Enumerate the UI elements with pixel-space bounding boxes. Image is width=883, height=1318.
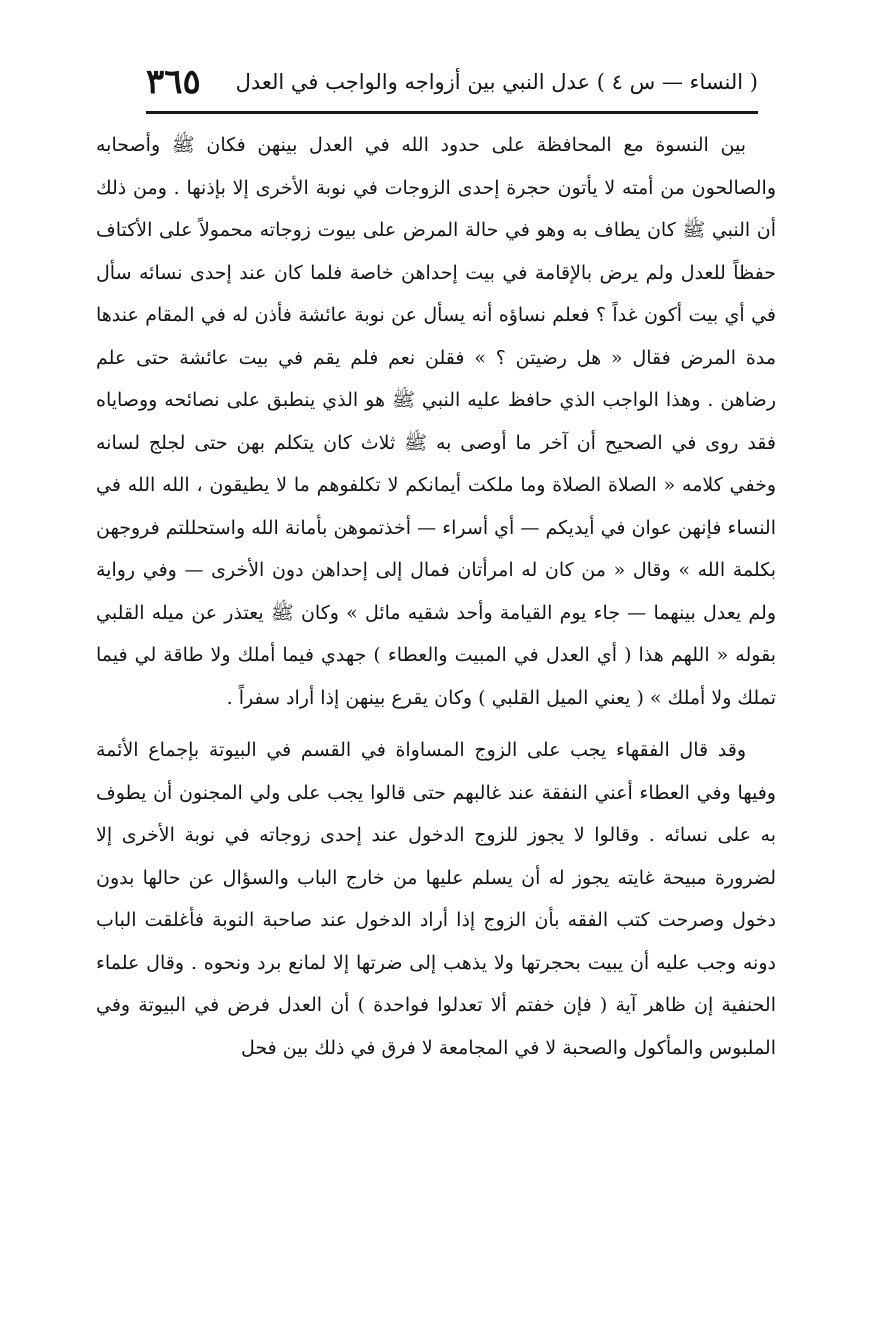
paragraph: وقد قال الفقهاء يجب على الزوج المساواة في القسم في البيوتة بإجماع الأئمة وفيها وفي العطاء أعني النفقة عند غالبهم حتى قالوا يجب على ولي المجنون أن يطوف به على نسائه . وقالوا لا يجوز للزوج الدخول عند إحدى زوجاته في نوبة الأخرى إلا لضرورة مبيحة غايته يجوز له أن يسلم عليها من خارج الباب والسؤال عن حالها بدون دخول وصرحت كتب الفقه بأن الزوج إذا أراد الدخول عند صاحبة النوبة فأغلقت الباب دونه وجب عليه أن يبيت بحجرتها ولا يذهب إلى ضرتها إلا لمانع برد ونحوه . وقال علماء الحنفية إن ظاهر آية ( فإن خفتم ألا تعدلوا فواحدة ) أن العدل فرض في البيوتة وفي الملبوس والمأكول والصحبة لا في المجامعة لا فرق في ذلك بين فحل	[96, 739, 776, 1059]
running-header	[146, 58, 758, 106]
paragraph: بين النسوة مع المحافظة على حدود الله في العدل بينهن فكان ﷺ وأصحابه والصالحون من أمته لا يأتون حجرة إحدى الزوجات في نوبة الأخرى إلا بإذنها . ومن ذلك أن النبي ﷺ كان يطاف به وهو في حالة المرض على بيوت زوجاته محمولاً على الأكتاف حفظاً للعدل ولم يرض بالإقامة في بيت إحداهن خاصة فلما كان عند إحدى نسائه سأل في أي بيت أكون غداً ؟ فعلم نساؤه أنه يسأل عن نوبة عائشة فأذن له في المقام عندها مدة المرض فقال « هل رضيتن ؟ » فقلن نعم فلم يقم في بيت عائشة حتى علم رضاهن . وهذا الواجب الذي حافظ عليه النبي ﷺ هو الذي ينطبق على نصائحه ووصاياه فقد روى في الصحيح أن آخر ما أوصى به ﷺ ثلاث كان يتكلم بهن حتى لجلج لسانه وخفي كلامه « الصلاة الصلاة وما ملكت أيمانكم لا تكلفوهم ما لا يطيقون ، الله الله في النساء فإنهن عوان في أيديكم — أي أسراء — أخذتموهن بأمانة الله واستحللتم فروجهن بكلمة الله » وقال « من كان له امرأتان فمال إلى إحداهن دون الأخرى — وفي رواية ولم يعدل بينهما — جاء يوم القيامة وأحد شقيه مائل » وكان ﷺ يعتذر عن ميله القلبي بقوله « اللهم هذا ( أي العدل في المبيت والعطاء ) جهدي فيما أملك ولا طاقة لي فيما تملك ولا أملك » ( يعني الميل القلبي ) وكان يقرع بينهن إذا أراد سفراً .	[96, 134, 776, 709]
header-rule	[146, 111, 758, 114]
body-text	[96, 124, 776, 1069]
page-number: ٣٦٥	[146, 62, 201, 102]
header-title: ( النساء — س ٤ ) عدل النبي بين أزواجه والواجب في العدل	[235, 70, 758, 94]
